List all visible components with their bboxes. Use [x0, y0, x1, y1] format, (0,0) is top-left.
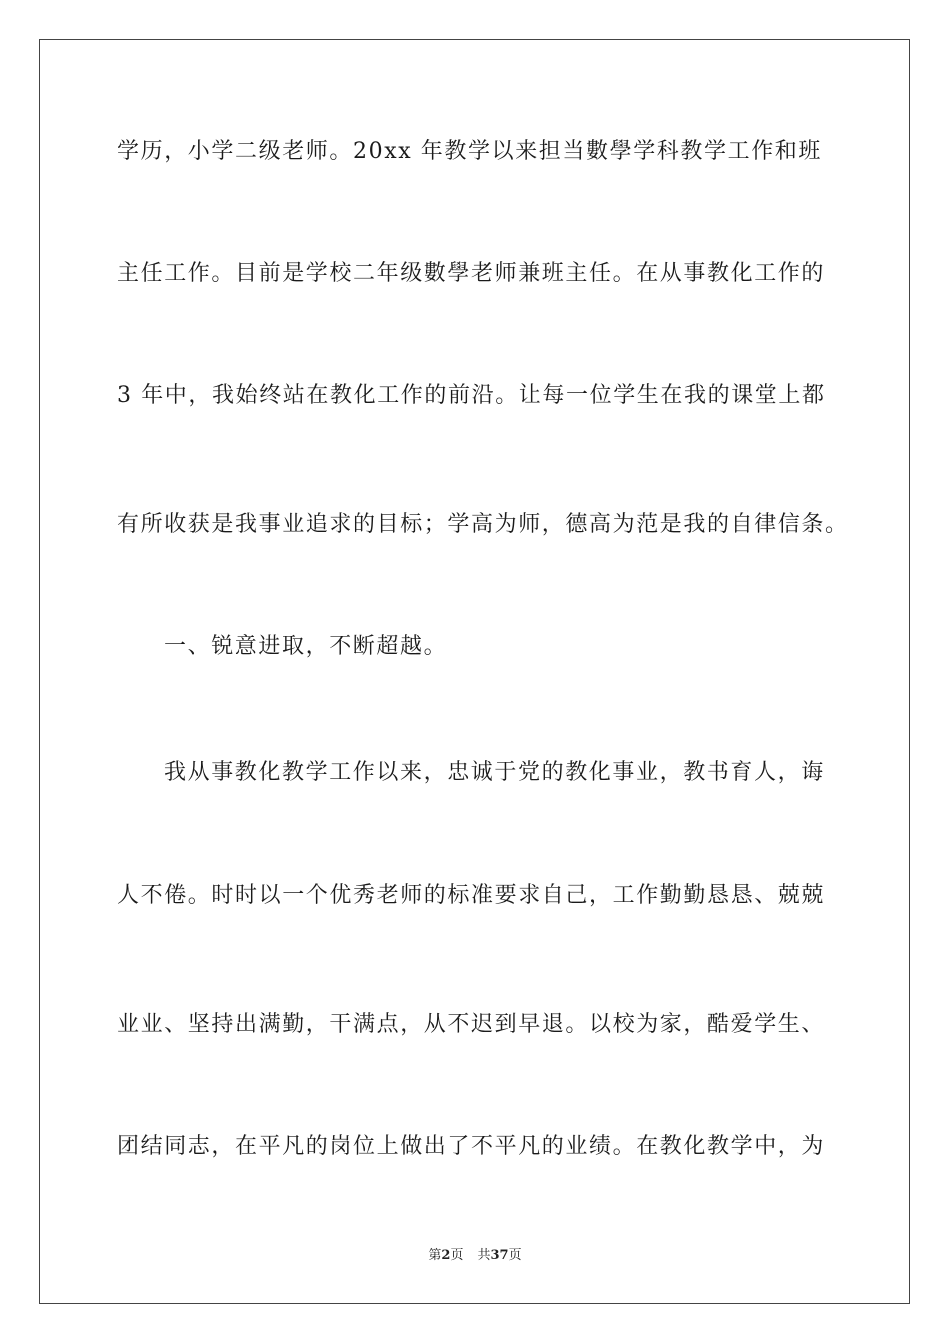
footer-page-number: 2 — [441, 1248, 451, 1263]
body-line-7: 人不倦。时时以一个优秀老师的标准要求自己，工作勤勤恳恳、兢兢 — [117, 883, 826, 908]
body-line-3: 3 年中，我始终站在教化工作的前沿。让每一位学生在我的课堂上都 — [117, 383, 826, 408]
body-line-6: 我从事教化教学工作以来，忠诚于党的教化事业，教书育人，诲 — [164, 760, 825, 785]
footer-page-suffix: 页 — [450, 1248, 464, 1263]
body-line-9: 团结同志，在平凡的岗位上做出了不平凡的业绩。在教化教学中，为 — [117, 1134, 826, 1159]
footer-total-number: 37 — [490, 1248, 509, 1263]
footer-total-prefix: 共 — [477, 1248, 491, 1263]
page-frame — [39, 39, 910, 1304]
section-heading: 一、锐意进取，不断超越。 — [164, 634, 448, 659]
page-footer — [0, 1247, 950, 1265]
body-line-4: 有所收获是我事业追求的目标；学高为师，德高为范是我的自律信条。 — [117, 512, 849, 537]
body-line-1: 学历，小学二级老师。20xx 年教学以来担当數學学科教学工作和班 — [117, 139, 823, 164]
body-line-8: 业业、坚持出满勤，干满点，从不迟到早退。以校为家，酷爱学生、 — [117, 1012, 826, 1037]
footer-page-prefix: 第 — [428, 1248, 442, 1263]
body-line-2: 主任工作。目前是学校二年级數學老师兼班主任。在从事教化工作的 — [117, 261, 826, 286]
footer-total-suffix: 页 — [508, 1248, 522, 1263]
